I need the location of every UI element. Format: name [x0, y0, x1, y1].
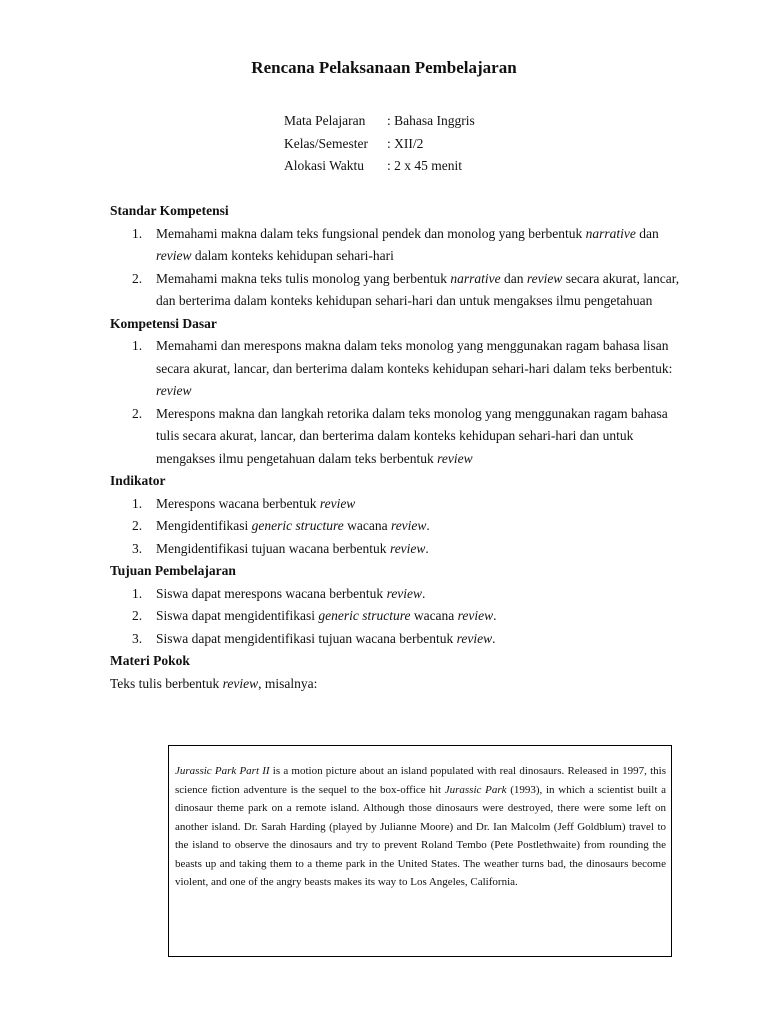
emphasis: review: [437, 450, 473, 466]
list-item: [110, 515, 690, 538]
section-heading-materi-pokok: Materi Pokok: [110, 653, 190, 668]
page-title: Rencana Pelaksanaan Pembelajaran: [251, 58, 517, 77]
emphasis: review: [526, 270, 563, 286]
emphasis: Jurassic Park: [444, 783, 507, 796]
section-heading-standar-kompetensi: Standar Kompetensi: [110, 203, 229, 218]
list-number: 1.: [132, 495, 143, 511]
list-item: [110, 583, 690, 606]
list-item-text: Mengidentifikasi tujuan wacana berbentuk review.: [156, 540, 429, 556]
info-value: : XII/2: [387, 135, 424, 151]
list-number: 1.: [132, 585, 143, 601]
list-item: [110, 605, 690, 628]
list-item-text: Memahami dan merespons makna dalam teks monolog yang menggunakan ragam bahasa lisan secara akurat, lancar, dan berterima dalam konteks kehidupan sehari-hari dalam teks berbentuk: review: [156, 338, 673, 398]
info-row-subject: [284, 110, 475, 133]
list-item-text: Siswa dapat merespons wacana berbentuk review.: [156, 585, 426, 601]
info-label: Kelas/Semester: [284, 135, 368, 151]
emphasis: review: [156, 383, 192, 398]
section-heading-indikator: Indikator: [110, 473, 166, 488]
list-item: [110, 335, 690, 403]
list-item-text: Mengidentifikasi generic structure wacana review.: [156, 518, 430, 533]
emphasis: narrative: [585, 225, 636, 241]
list-item-text: Memahami makna dalam teks fungsional pendek dan monolog yang berbentuk narrative dan review dalam konteks kehidupan sehari-hari: [156, 225, 659, 263]
list-item-text: Siswa dapat mengidentifikasi tujuan wacana berbentuk review.: [156, 630, 496, 646]
info-value: : Bahasa Inggris: [387, 113, 475, 128]
info-row-time: [284, 155, 475, 178]
materi-pokok-intro: Teks tulis berbentuk review, misalnya:: [110, 675, 318, 691]
list-number: 3.: [132, 630, 143, 646]
list-number: 3.: [132, 540, 143, 556]
list-item: [110, 628, 690, 651]
list-standar-kompetensi: [110, 223, 690, 313]
emphasis: Jurassic Park Part II: [175, 765, 270, 777]
emphasis: generic structure: [251, 518, 344, 533]
list-number: 1.: [132, 225, 143, 241]
list-item-text: Siswa dapat mengidentifikasi generic structure wacana review.: [156, 608, 497, 623]
emphasis: review: [389, 540, 426, 556]
list-item: [110, 493, 690, 516]
emphasis: narrative: [450, 270, 501, 286]
emphasis: review: [222, 675, 259, 691]
list-item: [110, 268, 690, 313]
emphasis: review: [457, 608, 494, 623]
section-heading-kompetensi-dasar: Kompetensi Dasar: [110, 315, 217, 331]
info-value: : 2 x 45 menit: [387, 158, 462, 173]
emphasis: generic structure: [318, 608, 411, 623]
lesson-info: [284, 110, 475, 178]
list-item-text: Memahami makna teks tulis monolog yang berbentuk narrative dan review secara akurat, lancar, dan berterima dalam konteks kehidupan sehari-hari dan untuk mengakses ilmu pengetahuan: [156, 270, 680, 308]
emphasis: review: [456, 630, 493, 646]
list-item-text: Merespons wacana berbentuk review: [156, 495, 356, 511]
list-tujuan-pembelajaran: [110, 583, 690, 651]
emphasis: review: [390, 518, 427, 533]
section-heading-tujuan-pembelajaran: Tujuan Pembelajaran: [110, 563, 236, 578]
info-label: Alokasi Waktu: [284, 158, 365, 173]
list-kompetensi-dasar: [110, 335, 690, 470]
info-label: Mata Pelajaran: [284, 113, 366, 128]
list-indikator: [110, 493, 690, 561]
review-text-box: [168, 745, 672, 957]
document-body: [110, 200, 690, 695]
emphasis: review: [156, 248, 192, 263]
list-item-text: Merespons makna dan langkah retorika dalam teks monolog yang menggunakan ragam bahasa tulis secara akurat, lancar, dan berterima dalam konteks kehidupan sehari-hari dan untuk mengakses ilmu pengetahuan dalam teks berbentuk review: [156, 405, 668, 466]
emphasis: review: [319, 495, 356, 511]
list-item: [110, 403, 690, 471]
list-number: 2.: [132, 608, 143, 623]
list-number: 1.: [132, 338, 143, 353]
list-item: [110, 538, 690, 561]
emphasis: review: [386, 585, 423, 601]
info-row-class: [284, 133, 475, 156]
list-number: 2.: [132, 518, 143, 533]
list-number: 2.: [132, 270, 143, 286]
review-text: Jurassic Park Part II is a motion picture about an island populated with real dinosaurs. Released in 1997, this science fiction adventure is the sequel to the box-office hit Jurassic Park (1993), in which a scientist built a dinosaur theme park on a remote island. Although those dinosaurs were destroyed, there were some left on another island. Dr. Sarah Harding (played by Julianne Moore) and Dr. Ian Malcolm (Jeff Goldblum) travel to the island to observe the dinosaurs and try to prevent Roland Tembo (Pete Postlethwaite) from rounding the beasts up and taking them to a theme park in the United States. The weather turns bad, the dinosaurs become violent, and one of the angry beasts makes its way to Los Angeles, California.: [175, 765, 667, 888]
list-number: 2.: [132, 405, 143, 421]
list-item: [110, 223, 690, 268]
